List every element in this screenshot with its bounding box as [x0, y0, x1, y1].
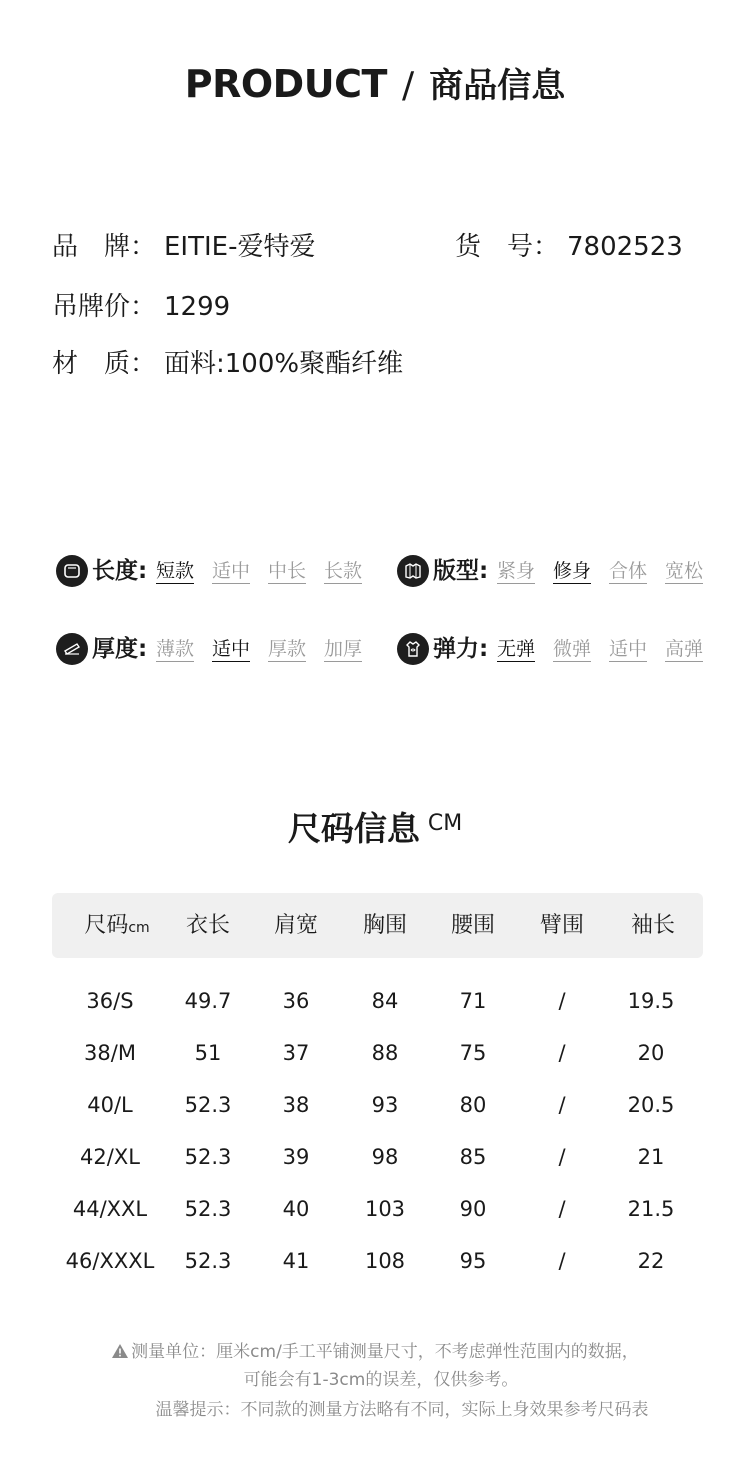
- note-line-2: 可能会有1-3cm的误差，仅供参考。: [243, 1370, 519, 1390]
- info-sku: [455, 226, 683, 263]
- fit-option: 修身: [553, 560, 592, 582]
- table-cell: 42/XL: [80, 1145, 140, 1169]
- sku-value: 7802523: [567, 232, 683, 262]
- header-cell: 肩宽: [273, 913, 318, 938]
- table-cell: 39: [282, 1145, 310, 1169]
- table-cell: 38/M: [84, 1041, 136, 1065]
- table-cell: 88: [371, 1041, 399, 1065]
- thickness-option: 薄款: [156, 638, 195, 660]
- table-row: [52, 1033, 703, 1073]
- table-cell: 21.5: [627, 1197, 675, 1221]
- table-cell: 21: [637, 1145, 665, 1169]
- table-cell: /: [558, 1249, 566, 1273]
- material-label: 材 质：: [52, 349, 157, 379]
- table-cell: 85: [459, 1145, 487, 1169]
- table-row: [52, 1241, 703, 1281]
- header-cell: 袖长: [630, 913, 675, 938]
- table-cell: 36: [282, 989, 310, 1013]
- table-cell: /: [558, 1041, 566, 1065]
- length-option: 长款: [324, 560, 363, 582]
- header-cell: 胸围: [362, 913, 407, 938]
- sku-label: 货 号：: [455, 232, 560, 262]
- table-cell: /: [558, 1197, 566, 1221]
- table-cell: 46/XXXL: [65, 1249, 155, 1273]
- table-cell: 20.5: [627, 1093, 675, 1117]
- size-title-unit: CM: [427, 811, 463, 836]
- table-cell: 41: [282, 1249, 310, 1273]
- table-row: [52, 1189, 703, 1229]
- table-cell: 98: [371, 1145, 399, 1169]
- attr-fit-options: [497, 553, 703, 589]
- fit-option: 宽松: [665, 560, 704, 582]
- thickness-option: 加厚: [324, 638, 363, 660]
- table-row: [52, 981, 703, 1021]
- table-cell: 19.5: [627, 989, 675, 1013]
- table-cell: 44/XXL: [72, 1197, 148, 1221]
- attr-thickness-label: 厚度:: [92, 636, 148, 662]
- table-cell: 84: [371, 989, 399, 1013]
- length-option: 中长: [268, 560, 307, 582]
- table-cell: /: [558, 1145, 566, 1169]
- table-cell: 37: [282, 1041, 310, 1065]
- table-cell: 71: [459, 989, 487, 1013]
- size-title-text: 尺码信息: [287, 809, 420, 848]
- attr-fit-label: 版型:: [433, 558, 489, 584]
- attr-thickness-options: [156, 631, 362, 667]
- info-price: [52, 286, 230, 323]
- table-cell: 51: [194, 1041, 222, 1065]
- info-material: [52, 343, 403, 380]
- table-cell: 49.7: [184, 989, 232, 1013]
- title-chinese: 商品信息: [429, 66, 566, 106]
- elasticity-option: 高弹: [665, 638, 704, 660]
- price-value: 1299: [164, 292, 231, 322]
- length-option: 短款: [156, 560, 195, 582]
- thickness-option: 适中: [212, 638, 251, 660]
- attr-elasticity: [397, 631, 717, 667]
- attr-elasticity-options: [497, 631, 703, 667]
- title-separator: /: [401, 65, 415, 106]
- note-line-1: [0, 1337, 750, 1364]
- material-value: 面料:100%聚酯纤维: [164, 349, 404, 379]
- price-label: 吊牌价：: [52, 292, 157, 322]
- table-row: [52, 1085, 703, 1125]
- thickness-icon: [56, 633, 88, 665]
- note-text-1: 测量单位：厘米cm/手工平铺测量尺寸，不考虑弹性范围内的数据，: [131, 1342, 639, 1362]
- table-cell: 40/L: [87, 1093, 133, 1117]
- elasticity-option: 微弹: [553, 638, 592, 660]
- header-cell: 衣长: [185, 913, 230, 938]
- header-cell: 臂围: [539, 913, 584, 938]
- warning-icon: [111, 1343, 129, 1364]
- header-size-unit: cm: [128, 920, 150, 936]
- brand-value: EITIE-爱特爱: [164, 232, 316, 262]
- length-option: 适中: [212, 560, 251, 582]
- title-english: PRODUCT: [184, 62, 387, 106]
- table-cell: 22: [637, 1249, 665, 1273]
- table-cell: 80: [459, 1093, 487, 1117]
- table-row: [52, 1137, 703, 1177]
- elasticity-icon: [397, 633, 429, 665]
- header-cell: 腰围: [450, 913, 495, 938]
- note-line-3: 温馨提示：不同款的测量方法略有不同，实际上身效果参考尺码表: [155, 1400, 649, 1420]
- table-cell: 20: [637, 1041, 665, 1065]
- attr-fit: [397, 553, 717, 589]
- brand-label: 品 牌：: [52, 232, 157, 262]
- size-section-title: [0, 803, 750, 850]
- table-cell: 36/S: [86, 989, 134, 1013]
- elasticity-option: 适中: [609, 638, 648, 660]
- table-cell: 40: [282, 1197, 310, 1221]
- attr-elasticity-label: 弹力:: [433, 636, 489, 662]
- table-cell: /: [558, 989, 566, 1013]
- elasticity-option: 无弹: [497, 638, 536, 660]
- table-cell: 52.3: [184, 1249, 232, 1273]
- table-cell: 93: [371, 1093, 399, 1117]
- table-cell: 103: [364, 1197, 406, 1221]
- table-cell: /: [558, 1093, 566, 1117]
- fit-option: 紧身: [497, 560, 536, 582]
- attr-length-label: 长度:: [92, 558, 148, 584]
- table-cell: 95: [459, 1249, 487, 1273]
- size-table-header: [52, 893, 703, 958]
- table-cell: 90: [459, 1197, 487, 1221]
- table-cell: 38: [282, 1093, 310, 1117]
- thickness-option: 厚款: [268, 638, 307, 660]
- page-title: [0, 58, 750, 107]
- header-cell-size: [52, 893, 182, 961]
- attr-length-options: [156, 553, 362, 589]
- attr-thickness: [56, 631, 376, 667]
- fit-icon: [397, 555, 429, 587]
- header-size-label: 尺码: [84, 913, 129, 938]
- table-cell: 108: [364, 1249, 406, 1273]
- attr-length: [56, 553, 376, 589]
- length-icon: [56, 555, 88, 587]
- table-cell: 52.3: [184, 1197, 232, 1221]
- table-cell: 52.3: [184, 1093, 232, 1117]
- table-cell: 52.3: [184, 1145, 232, 1169]
- fit-option: 合体: [609, 560, 648, 582]
- table-cell: 75: [459, 1041, 487, 1065]
- info-brand: [52, 226, 315, 263]
